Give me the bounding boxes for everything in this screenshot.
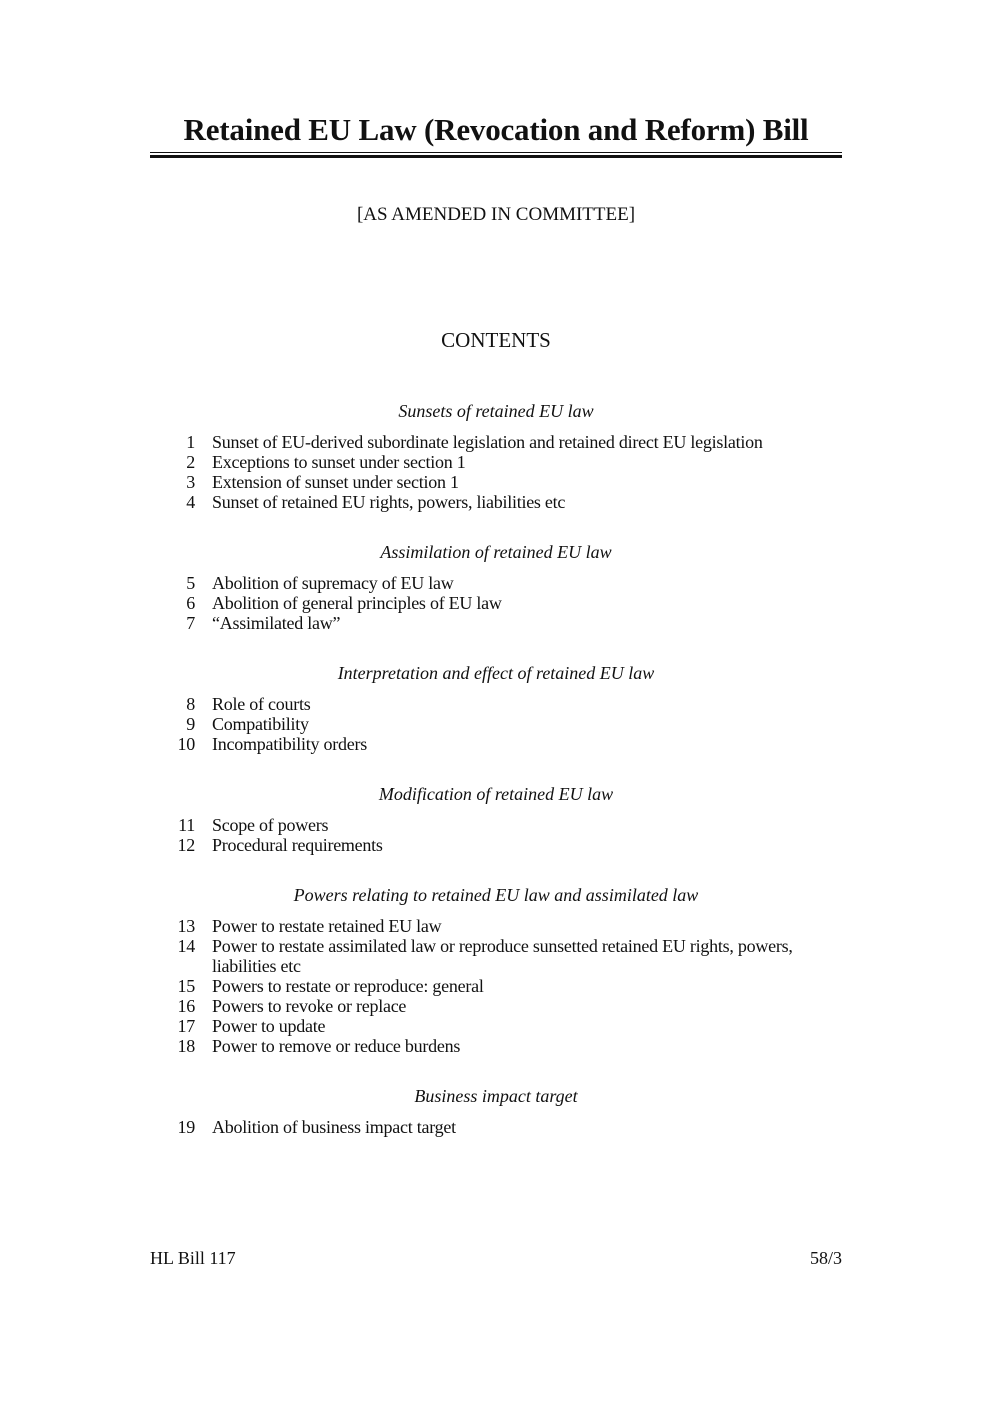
- clause-number: 6: [186, 593, 195, 613]
- clause-title: Sunset of retained EU rights, powers, liabilities etc: [212, 492, 566, 512]
- toc-entry[interactable]: [150, 432, 842, 452]
- clause-title: “Assimilated law”: [212, 613, 341, 633]
- clause-number: 5: [186, 573, 195, 593]
- toc-section: [150, 1086, 842, 1137]
- clause-title: Compatibility: [212, 714, 309, 734]
- toc-entry[interactable]: [150, 593, 842, 613]
- toc-entry[interactable]: [150, 936, 842, 976]
- toc-entry[interactable]: [150, 452, 842, 472]
- bill-status: [AS AMENDED IN COMMITTEE]: [356, 204, 636, 225]
- section-heading: Assimilation of retained EU law: [380, 542, 612, 562]
- clause-title: Power to update: [212, 1016, 326, 1036]
- toc-entry[interactable]: [150, 835, 842, 855]
- toc-entry[interactable]: [150, 613, 842, 633]
- section-heading: Powers relating to retained EU law and assimilated law: [293, 885, 699, 905]
- section-heading: Interpretation and effect of retained EU law: [337, 663, 655, 683]
- clause-title: Abolition of supremacy of EU law: [212, 573, 454, 593]
- clause-number: 15: [177, 976, 195, 996]
- clause-title: Scope of powers: [212, 815, 329, 835]
- clause-title: Sunset of EU-derived subordinate legislation and retained direct EU legislation: [212, 432, 763, 452]
- toc-section: [150, 885, 842, 1056]
- clause-title: Power to remove or reduce burdens: [212, 1036, 461, 1056]
- clause-title: Power to restate assimilated law or reproduce sunsetted retained EU rights, powers, liabilities etc: [212, 936, 793, 976]
- clause-number: 1: [186, 432, 195, 452]
- clause-title: Powers to revoke or replace: [212, 996, 407, 1016]
- clause-title: Powers to restate or reproduce: general: [212, 976, 484, 996]
- section-heading: Business impact target: [414, 1086, 578, 1106]
- clause-number: 11: [178, 815, 195, 835]
- clause-number: 19: [177, 1117, 195, 1137]
- toc-section: [150, 542, 842, 633]
- footer-bill-number: HL Bill 117: [150, 1248, 236, 1268]
- title-rule-thick: [150, 155, 842, 158]
- toc-entry[interactable]: [150, 714, 842, 734]
- clause-title: Abolition of general principles of EU law: [212, 593, 502, 613]
- contents-heading: CONTENTS: [441, 328, 551, 352]
- clause-number: 9: [186, 714, 195, 734]
- clause-number: 16: [177, 996, 195, 1016]
- toc-section: [150, 663, 842, 754]
- toc-section: [150, 401, 842, 512]
- clause-title: Procedural requirements: [212, 835, 383, 855]
- toc-entry[interactable]: [150, 815, 842, 835]
- clause-number: 7: [186, 613, 195, 633]
- clause-number: 4: [186, 492, 195, 512]
- clause-number: 8: [186, 694, 195, 714]
- section-heading: Modification of retained EU law: [378, 784, 614, 804]
- toc-entry[interactable]: [150, 996, 842, 1016]
- toc-entry[interactable]: [150, 1036, 842, 1056]
- clause-title: Role of courts: [212, 694, 311, 714]
- clause-number: 3: [186, 472, 195, 492]
- clause-title: Extension of sunset under section 1: [212, 472, 459, 492]
- clause-number: 10: [177, 734, 195, 754]
- clause-title: Exceptions to sunset under section 1: [212, 452, 466, 472]
- clause-title: Abolition of business impact target: [212, 1117, 456, 1137]
- toc-entry[interactable]: [150, 694, 842, 714]
- clause-number: 13: [177, 916, 195, 936]
- toc-section: [150, 784, 842, 855]
- title-rule-thin: [150, 152, 842, 153]
- toc-entry[interactable]: [150, 976, 842, 996]
- clause-number: 2: [186, 452, 195, 472]
- toc-entry[interactable]: [150, 573, 842, 593]
- table-of-contents: [150, 401, 842, 1167]
- clause-number: 17: [177, 1016, 195, 1036]
- toc-entry[interactable]: [150, 472, 842, 492]
- clause-title: Power to restate retained EU law: [212, 916, 442, 936]
- toc-entry[interactable]: [150, 492, 842, 512]
- clause-number: 18: [177, 1036, 195, 1056]
- clause-title: Incompatibility orders: [212, 734, 367, 754]
- clause-number: 12: [177, 835, 195, 855]
- toc-entry[interactable]: [150, 734, 842, 754]
- clause-number: 14: [177, 936, 195, 956]
- bill-title: Retained EU Law (Revocation and Reform) Bill: [183, 112, 809, 147]
- footer-reference: 58/3: [809, 1248, 842, 1268]
- section-heading: Sunsets of retained EU law: [398, 401, 594, 421]
- toc-entry[interactable]: [150, 1117, 842, 1137]
- toc-entry[interactable]: [150, 1016, 842, 1036]
- toc-entry[interactable]: [150, 916, 842, 936]
